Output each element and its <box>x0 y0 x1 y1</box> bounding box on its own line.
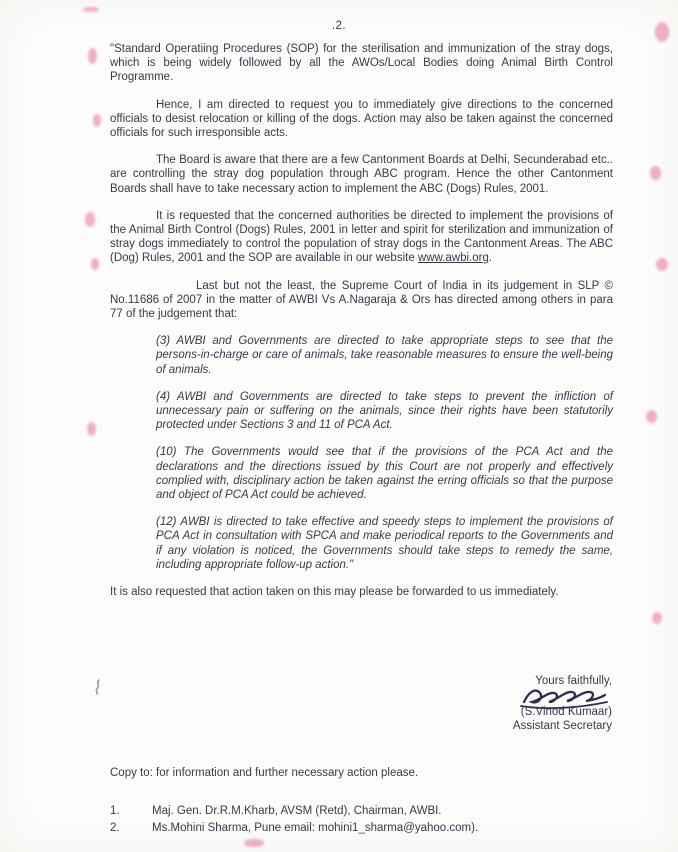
paragraph-cantonment-boards: The Board is aware that there are a few Cantonment Boards at Delhi, Secunderabad etc.. are controlling the stray dog population through ABC program. Hence the other Cantonment Boards shall have to take necessary action to implement the ABC (Dogs) Rules, 2001. <box>110 154 613 195</box>
scan-artifact <box>652 612 662 624</box>
copy-list-item <box>110 821 610 835</box>
scan-artifact <box>93 114 101 127</box>
scan-artifact <box>85 212 95 227</box>
paragraph-text: It is requested that the concerned authorities be directed to implement the provisions of the Animal Birth Control (Dogs) Rules, 2001 in letter and spirit for sterilization and immunization of stray dogs immediately to control the population of stray dogs in the Cantonment Areas. The ABC (Dog) Rules, 2001 and the SOP are available in our website <box>110 209 613 265</box>
judgement-quote-12: (12) AWBI is directed to take effective and speedy steps to implement the provisions of PCA Act in consultation with SPCA and make periodical reports to the Governments and if any violation is noticed, the Governments should take steps to remedy the same, including appropriate follow-up action." <box>156 516 613 571</box>
copy-list-item <box>110 804 610 818</box>
copy-to-section <box>110 766 610 839</box>
copy-item-number: 2. <box>110 822 120 835</box>
paragraph-text: . <box>488 252 493 265</box>
copy-item-text: Ms.Mohini Sharma, Pune email: mohini1_sharma@yahoo.com). <box>152 822 479 835</box>
scan-artifact <box>244 839 264 847</box>
paragraph-sop: "Standard Operatiing Procedures (SOP) for the sterilisation and immunization of the stray dogs, which is being widely followed by all the AWOs/Local Bodies doing Animal Birth Control Programme. <box>110 43 613 84</box>
copy-to-heading: Copy to: for information and further necessary action please. <box>110 767 419 779</box>
pencil-mark <box>92 678 104 696</box>
signatory-title: Assistant Secretary <box>512 720 612 732</box>
copy-item-number: 1. <box>110 805 120 818</box>
scan-artifact <box>650 166 661 180</box>
scan-artifact <box>88 48 97 64</box>
page-number: .2. <box>331 20 347 32</box>
judgement-quote-10: (10) The Governments would see that if the provisions of the PCA Act and the declarations and the directions issued by this Court are not properly and effectively complied with, disciplinary action be taken against the erring officials so that the purpose and object of PCA Act could be achieved. <box>156 446 613 502</box>
scan-artifact <box>656 258 668 271</box>
signature-block <box>513 674 612 734</box>
scan-artifact <box>83 7 99 12</box>
scan-artifact <box>91 258 99 270</box>
letter-body <box>110 42 613 599</box>
valediction: Yours faithfully, <box>535 675 612 687</box>
signatory-name: (S.Vinod Kumaar) <box>520 705 612 718</box>
judgement-quote-3: (3) AWBI and Governments are directed to take appropriate steps to see that the persons-in-charge or care of animals, take reasonable measures to ensure the well-being of animals. <box>156 335 613 376</box>
paragraph-supreme-court: Last but not the least, the Supreme Court of India in its judgement in SLP © No.11686 of 2007 in the matter of AWBI Vs A.Nagaraja & Ors has directed among others in para 77 of the judgement that: <box>110 279 613 321</box>
scan-artifact <box>87 422 96 436</box>
scan-artifact <box>646 410 657 423</box>
copy-item-text: Maj. Gen. Dr.R.M.Kharb, AVSM (Retd), Chairman, AWBI. <box>152 805 442 818</box>
paragraph-directions: Hence, I am directed to request you to immediately give directions to the concerned officials to desist relocation or killing of the dogs. Action may also be taken against the concerned officials for such irresponsible acts. <box>110 98 613 140</box>
judgement-quote-4: (4) AWBI and Governments are directed to take steps to prevent the infliction of unnecessary pain or suffering on the animals, since their rights have been statutorily protected under Sections 3 and 11 of PCA Act. <box>156 390 613 432</box>
awbi-website-link[interactable]: www.awbi.org <box>417 252 489 265</box>
paragraph-closing: It is also requested that action taken on this may please be forwarded to us immediately. <box>110 586 559 599</box>
scan-artifact <box>655 22 669 42</box>
paragraph-abc-rules <box>110 209 613 266</box>
